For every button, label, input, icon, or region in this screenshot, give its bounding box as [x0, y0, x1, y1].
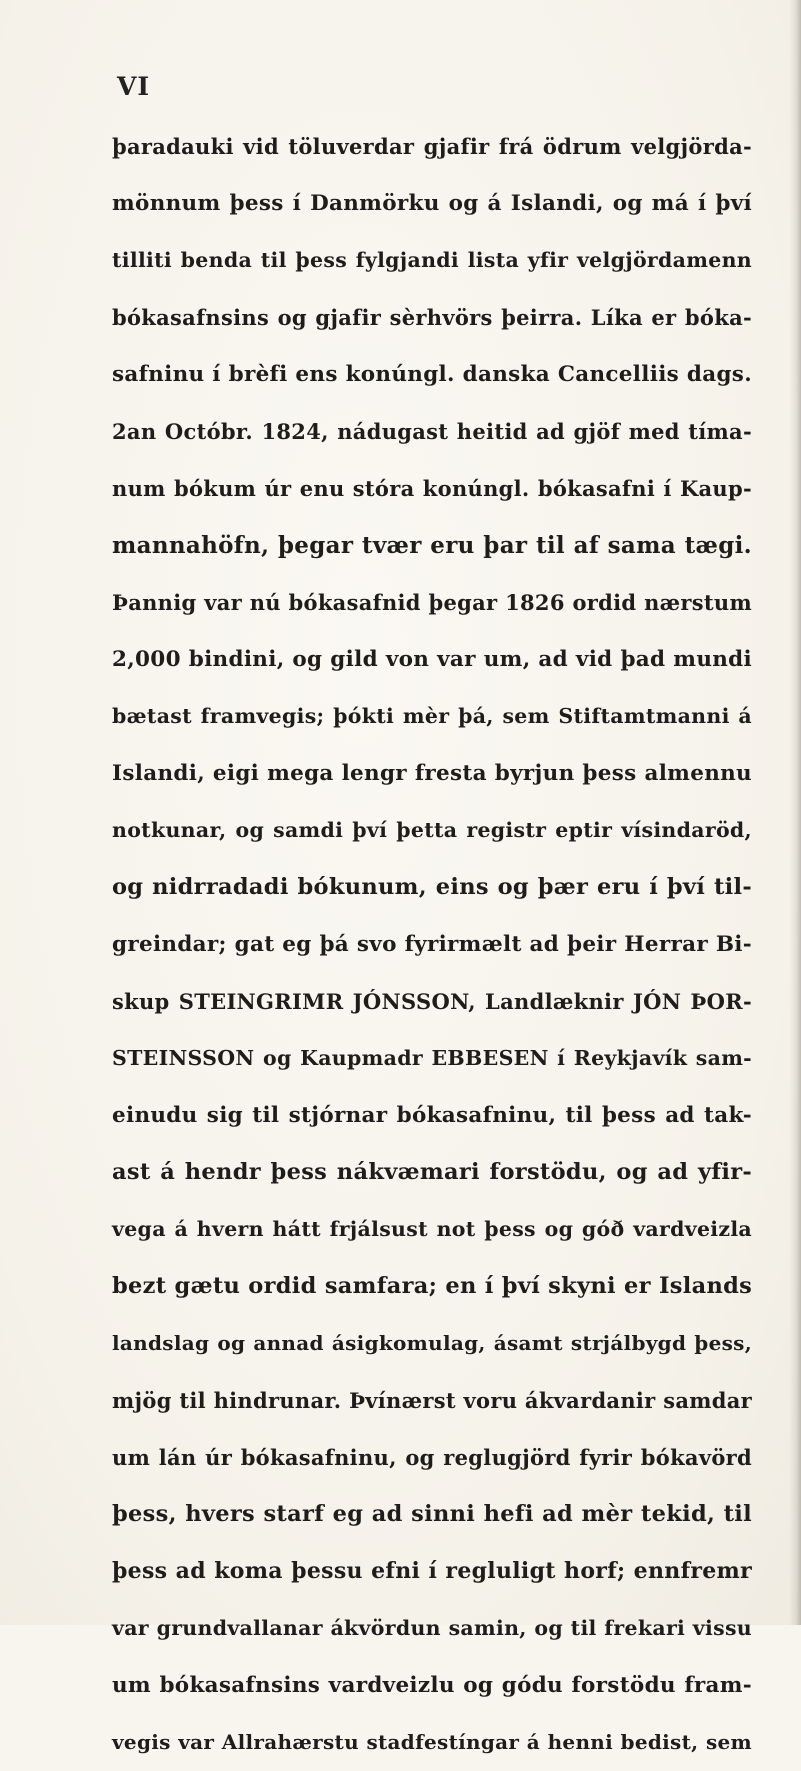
- text-line: og nidrradadi bókunum, eins og þær eru í því til-: [112, 874, 752, 900]
- text-line: bezt gætu ordid samfara; en í því skyni er Islands: [112, 1273, 753, 1299]
- text-line: safninu í brèfi ens konúngl. danska Cancelliis dags.: [112, 362, 752, 387]
- text-line: 2an Octóbr. 1824, nádugast heitid ad gjöf med tíma-: [112, 419, 752, 444]
- text-line: um bókasafnsins vardveizlu og gódu forstödu fram-: [112, 1673, 752, 1698]
- text-line: Þannig var nú bókasafnid þegar 1826 ordid nærstum: [112, 590, 752, 615]
- text-line: Islandi, eigi mega lengr fresta byrjun þess almennu: [112, 761, 752, 786]
- text-line: notkunar, og samdi því þetta registr eptir vísindaröd,: [112, 818, 752, 842]
- text-line: bætast framvegis; þókti mèr þá, sem Stiftamtmanni á: [112, 704, 752, 728]
- text-line: greindar; gat eg þá svo fyrirmælt ad þeir Herrar Bi-: [112, 932, 752, 957]
- text-line: þess, hvers starf eg ad sinni hefi ad mèr tekid, til: [112, 1501, 752, 1527]
- text-line: var grundvallanar ákvördun samin, og til frekari vissu: [112, 1616, 752, 1640]
- text-line: þess ad koma þessu efni í regluligt horf; ennfremr: [112, 1558, 752, 1584]
- text-line: 2,000 bindini, og gild von var um, ad vid þad mundi: [112, 647, 752, 672]
- page-number: VI: [117, 72, 151, 101]
- body-text: [112, 118, 752, 1771]
- text-line: num bókum úr enu stóra konúngl. bókasafni í Kaup-: [112, 476, 752, 501]
- text-line: bókasafnsins og gjafir sèrhvörs þeirra. Líka er bóka-: [112, 305, 752, 330]
- text-line: um lán úr bókasafninu, og reglugjörd fyrir bókavörd: [112, 1445, 752, 1470]
- text-line: einudu sig til stjórnar bókasafninu, til þess ad tak-: [112, 1103, 752, 1128]
- text-line: skup STEINGRIMR JÓNSSON, Landlæknir JÓN ÞOR-: [112, 989, 752, 1014]
- text-line: vega á hvern hátt frjálsust not þess og góð vardveizla: [112, 1217, 752, 1241]
- text-line: þaradauki vid töluverdar gjafir frá ödrum velgjörda-: [112, 134, 752, 159]
- text-line: mönnum þess í Danmörku og á Islandi, og má í því: [112, 191, 752, 216]
- text-line: mannahöfn, þegar tvær eru þar til af sama tægi.: [112, 532, 752, 559]
- text-line: landslag og annad ásigkomulag, ásamt strjálbygd þess,: [112, 1331, 752, 1355]
- page-edge-shadow: [789, 0, 801, 1625]
- text-line: STEINSSON og Kaupmadr EBBESEN í Reykjavík sam-: [112, 1046, 752, 1070]
- text-line: mjög til hindrunar. Þvínærst voru ákvardanir samdar: [112, 1388, 752, 1413]
- text-line: ast á hendr þess nákvæmari forstödu, og ad yfir-: [112, 1159, 752, 1185]
- text-line: tilliti benda til þess fylgjandi lista yfir velgjördamenn: [112, 248, 752, 272]
- text-line: vegis var Allrahærstu stadfestíngar á henni bedist, sem: [112, 1730, 752, 1754]
